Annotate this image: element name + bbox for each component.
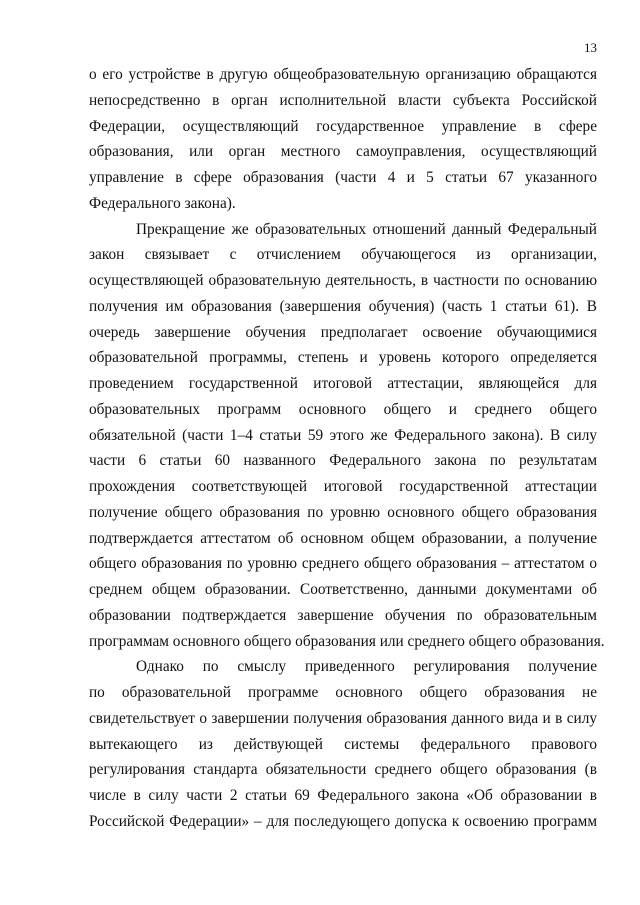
text-line: Федерального закона). bbox=[89, 194, 236, 212]
text-line: регулирования стандарта обязательности среднего общего образования (в bbox=[89, 761, 597, 779]
text-line: Федерации, осуществляющий государственное управление в сфере bbox=[89, 117, 597, 135]
text-line: прохождения соответствующей итоговой государственной аттестации bbox=[89, 478, 597, 495]
text-line: образовании подтверждается завершение обучения по образовательным bbox=[89, 606, 597, 624]
document-body bbox=[89, 62, 605, 835]
page-number: 13 bbox=[584, 40, 597, 55]
text-line: программам основного общего образования или среднего общего образования. bbox=[89, 632, 605, 650]
text-line: непосредственно в орган исполнительной власти субъекта Российской bbox=[89, 91, 597, 109]
text-line: свидетельствует о завершении получения образования данного вида и в силу bbox=[89, 709, 597, 727]
paragraph-1 bbox=[89, 62, 597, 217]
text-line: управление в сфере образования (части 4 и 5 статьи 67 указанного bbox=[89, 169, 597, 186]
text-line: Однако по смыслу приведенного регулирования получение bbox=[136, 658, 597, 676]
text-line: Российской Федерации» – для последующего допуска к освоению программ bbox=[89, 812, 597, 830]
text-line: о его устройстве в другую общеобразовательную организацию обращаются bbox=[89, 66, 597, 83]
text-line: образовательной программы, степень и уровень которого определяется bbox=[89, 349, 597, 367]
text-line: получение общего образования по уровню основного общего образования bbox=[89, 503, 597, 521]
text-line: образования, или орган местного самоуправления, осуществляющий bbox=[89, 143, 597, 161]
text-line: проведением государственной итоговой аттестации, являющейся для bbox=[89, 375, 597, 392]
text-line: Прекращение же образовательных отношений данный Федеральный bbox=[136, 220, 597, 238]
text-line: числе в силу части 2 статьи 69 Федерального закона «Об образовании в bbox=[89, 787, 597, 804]
text-line: закон связывает с отчислением обучающегося из организации, bbox=[89, 246, 597, 264]
paragraph-2 bbox=[89, 217, 605, 655]
paragraph-3 bbox=[89, 654, 597, 834]
text-line: получения им образования (завершения обучения) (часть 1 статьи 61). В bbox=[89, 297, 597, 315]
text-line: очередь завершение обучения предполагает освоение обучающимися bbox=[89, 323, 597, 341]
text-line: вытекающего из действующей системы федерального правового bbox=[89, 735, 597, 753]
text-line: обязательной (части 1–4 статьи 59 этого же Федерального закона). В силу bbox=[89, 426, 597, 444]
text-line: среднем общем образовании. Соответственно, данными документами об bbox=[89, 581, 597, 598]
text-line: образовательных программ основного общего и среднего общего bbox=[89, 400, 597, 418]
text-line: подтверждается аттестатом об основном общем образовании, а получение bbox=[89, 529, 597, 547]
text-line: по образовательной программе основного общего образования не bbox=[89, 684, 597, 701]
text-line: части 6 статьи 60 названного Федерального закона по результатам bbox=[89, 452, 597, 470]
text-line: осуществляющей образовательную деятельность, в частности по основанию bbox=[89, 272, 597, 289]
text-line: общего образования по уровню среднего общего образования – аттестатом о bbox=[89, 555, 597, 573]
